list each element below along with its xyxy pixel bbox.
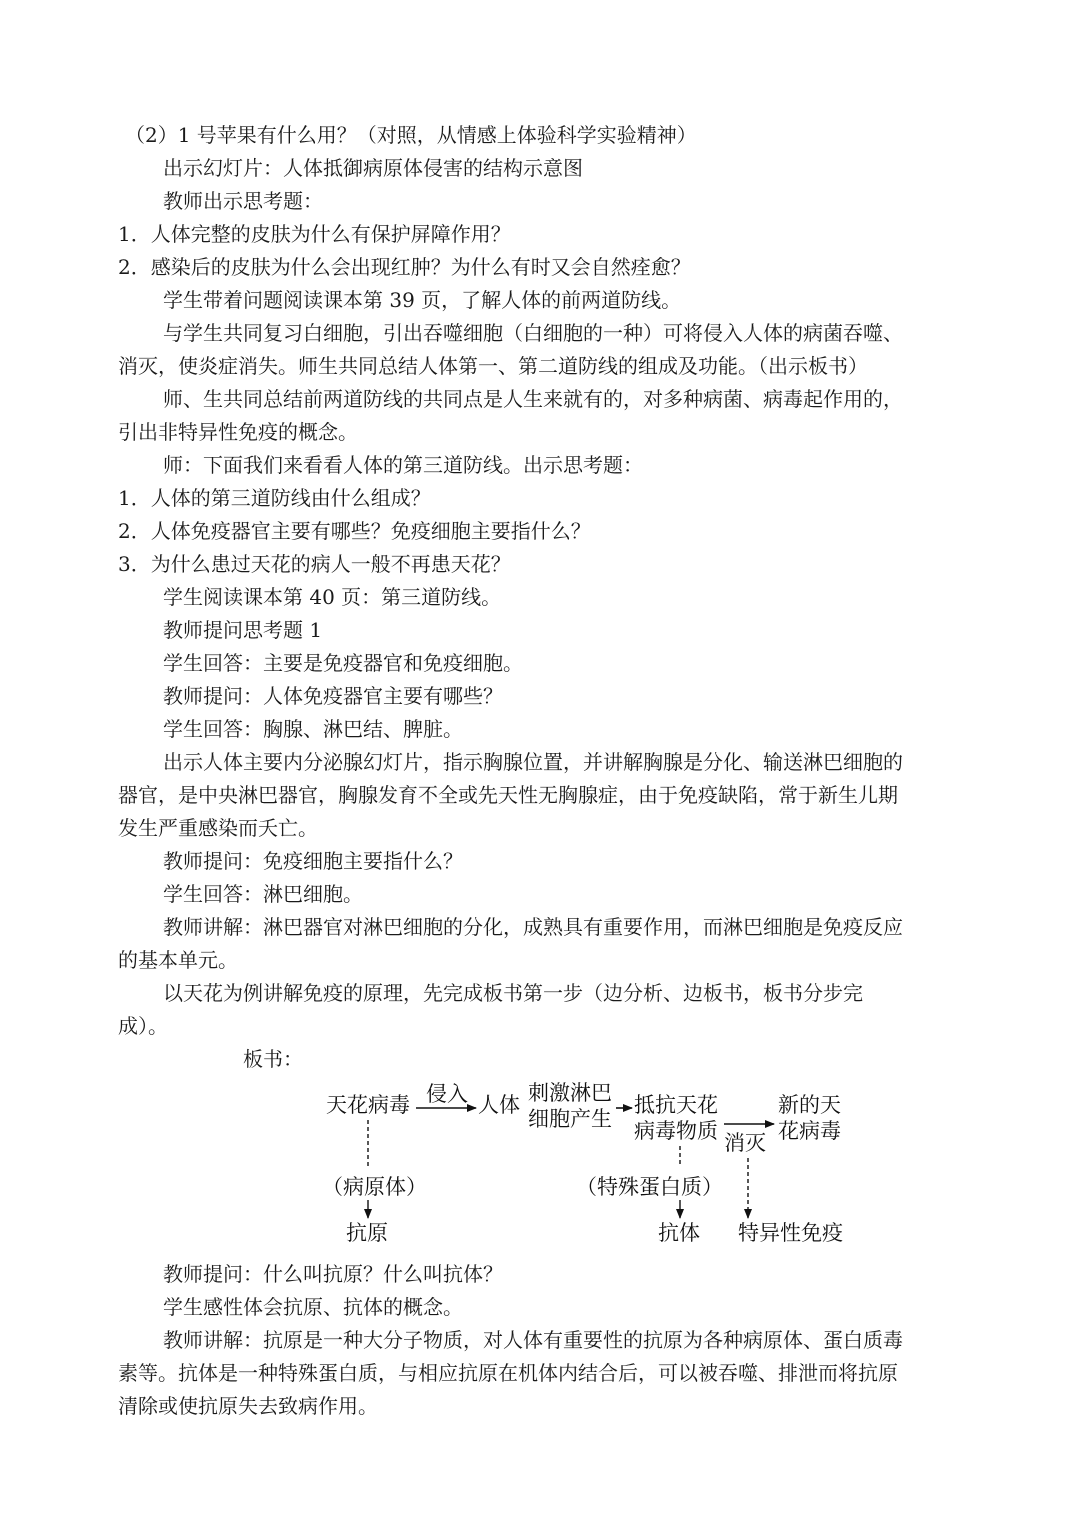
- paragraph-line: 教师提问：免疫细胞主要指什么？: [163, 849, 463, 873]
- immunity-flow-diagram: [300, 1076, 880, 1256]
- paragraph-line: 教师提问：什么叫抗原？什么叫抗体？: [163, 1262, 503, 1286]
- diagram-resist-1: 抵抗天花: [634, 1093, 718, 1117]
- paragraph-line: 学生回答：主要是免疫器官和免疫细胞。: [163, 651, 523, 675]
- paragraph-line: 发生严重感染而夭亡。: [118, 816, 318, 840]
- diagram-resist-2: 病毒物质: [634, 1119, 718, 1143]
- board-label: 板书：: [243, 1047, 303, 1071]
- diagram-body: 人体: [478, 1093, 520, 1117]
- diagram-new-2: 花病毒: [778, 1119, 841, 1143]
- diagram-antigen: 抗原: [346, 1221, 388, 1245]
- paragraph-line: 学生回答：淋巴细胞。: [163, 882, 363, 906]
- diagram-antibody: 抗体: [658, 1221, 700, 1245]
- paragraph-line: 学生阅读课本第 40 页：第三道防线。: [163, 585, 502, 609]
- paragraph-line: 教师讲解：淋巴器官对淋巴细胞的分化，成熟具有重要作用，而淋巴细胞是免疫反应: [163, 915, 903, 939]
- diagram-stimulate-2: 细胞产生: [528, 1107, 612, 1131]
- diagram-specific-immunity: 特异性免疫: [738, 1221, 843, 1245]
- paragraph-line: 的基本单元。: [118, 948, 238, 972]
- paragraph-line: 学生感性体会抗原、抗体的概念。: [163, 1295, 463, 1319]
- paragraph-line: 教师提问思考题 1: [163, 618, 323, 642]
- paragraph-line: 学生回答：胸腺、淋巴结、脾脏。: [163, 717, 463, 741]
- paragraph-line: 成）。: [118, 1014, 168, 1038]
- paragraph-line: 消灭，使炎症消失。师生共同总结人体第一、第二道防线的组成及功能。（出示板书）: [118, 354, 868, 378]
- numbered-question: 2．人体免疫器官主要有哪些？免疫细胞主要指什么？: [118, 519, 591, 543]
- numbered-question: 3．为什么患过天花的病人一般不再患天花？: [118, 552, 511, 576]
- paragraph-line: 教师提问：人体免疫器官主要有哪些？: [163, 684, 503, 708]
- paragraph-line: 出示幻灯片：人体抵御病原体侵害的结构示意图: [163, 156, 583, 180]
- paragraph-line: 素等。抗体是一种特殊蛋白质，与相应抗原在机体内结合后，可以被吞噬、排泄而将抗原: [118, 1361, 898, 1385]
- paragraph-line: 学生带着问题阅读课本第 39 页，了解人体的前两道防线。: [163, 288, 682, 312]
- paragraph-line: 清除或使抗原失去致病作用。: [118, 1394, 378, 1418]
- paragraph-line: 师：下面我们来看看人体的第三道防线。出示思考题：: [163, 453, 643, 477]
- paragraph-line: 与学生共同复习白细胞，引出吞噬细胞（白细胞的一种）可将侵入人体的病菌吞噬、: [163, 321, 903, 345]
- diagram-pathogen: （病原体）: [322, 1175, 427, 1199]
- numbered-question: 2．感染后的皮肤为什么会出现红肿？为什么有时又会自然痊愈？: [118, 255, 691, 279]
- paragraph-line: 教师出示思考题：: [163, 189, 323, 213]
- diagram-destroy-label: 消灭: [724, 1131, 766, 1155]
- diagram-invade-label: 侵入: [426, 1082, 468, 1106]
- diagram-new-1: 新的天: [778, 1093, 841, 1117]
- paragraph-line: （2）1 号苹果有什么用？（对照，从情感上体验科学实验精神）: [125, 123, 697, 147]
- paragraph-line: 出示人体主要内分泌腺幻灯片，指示胸腺位置，并讲解胸腺是分化、输送淋巴细胞的: [163, 750, 903, 774]
- paragraph-line: 器官，是中央淋巴器官，胸腺发育不全或先天性无胸腺症，由于免疫缺陷，常于新生儿期: [118, 783, 898, 807]
- paragraph-line: 教师讲解：抗原是一种大分子物质，对人体有重要性的抗原为各种病原体、蛋白质毒: [163, 1328, 903, 1352]
- paragraph-line: 以天花为例讲解免疫的原理，先完成板书第一步（边分析、边板书，板书分步完: [163, 981, 863, 1005]
- numbered-question: 1．人体完整的皮肤为什么有保护屏障作用？: [118, 222, 511, 246]
- paragraph-line: 师、生共同总结前两道防线的共同点是人生来就有的，对多种病菌、病毒起作用的，: [163, 387, 903, 411]
- paragraph-line: 引出非特异性免疫的概念。: [118, 420, 358, 444]
- numbered-question: 1．人体的第三道防线由什么组成？: [118, 486, 431, 510]
- diagram-stimulate-1: 刺激淋巴: [528, 1081, 612, 1105]
- diagram-protein: （特殊蛋白质）: [576, 1175, 723, 1199]
- diagram-virus: 天花病毒: [326, 1093, 410, 1117]
